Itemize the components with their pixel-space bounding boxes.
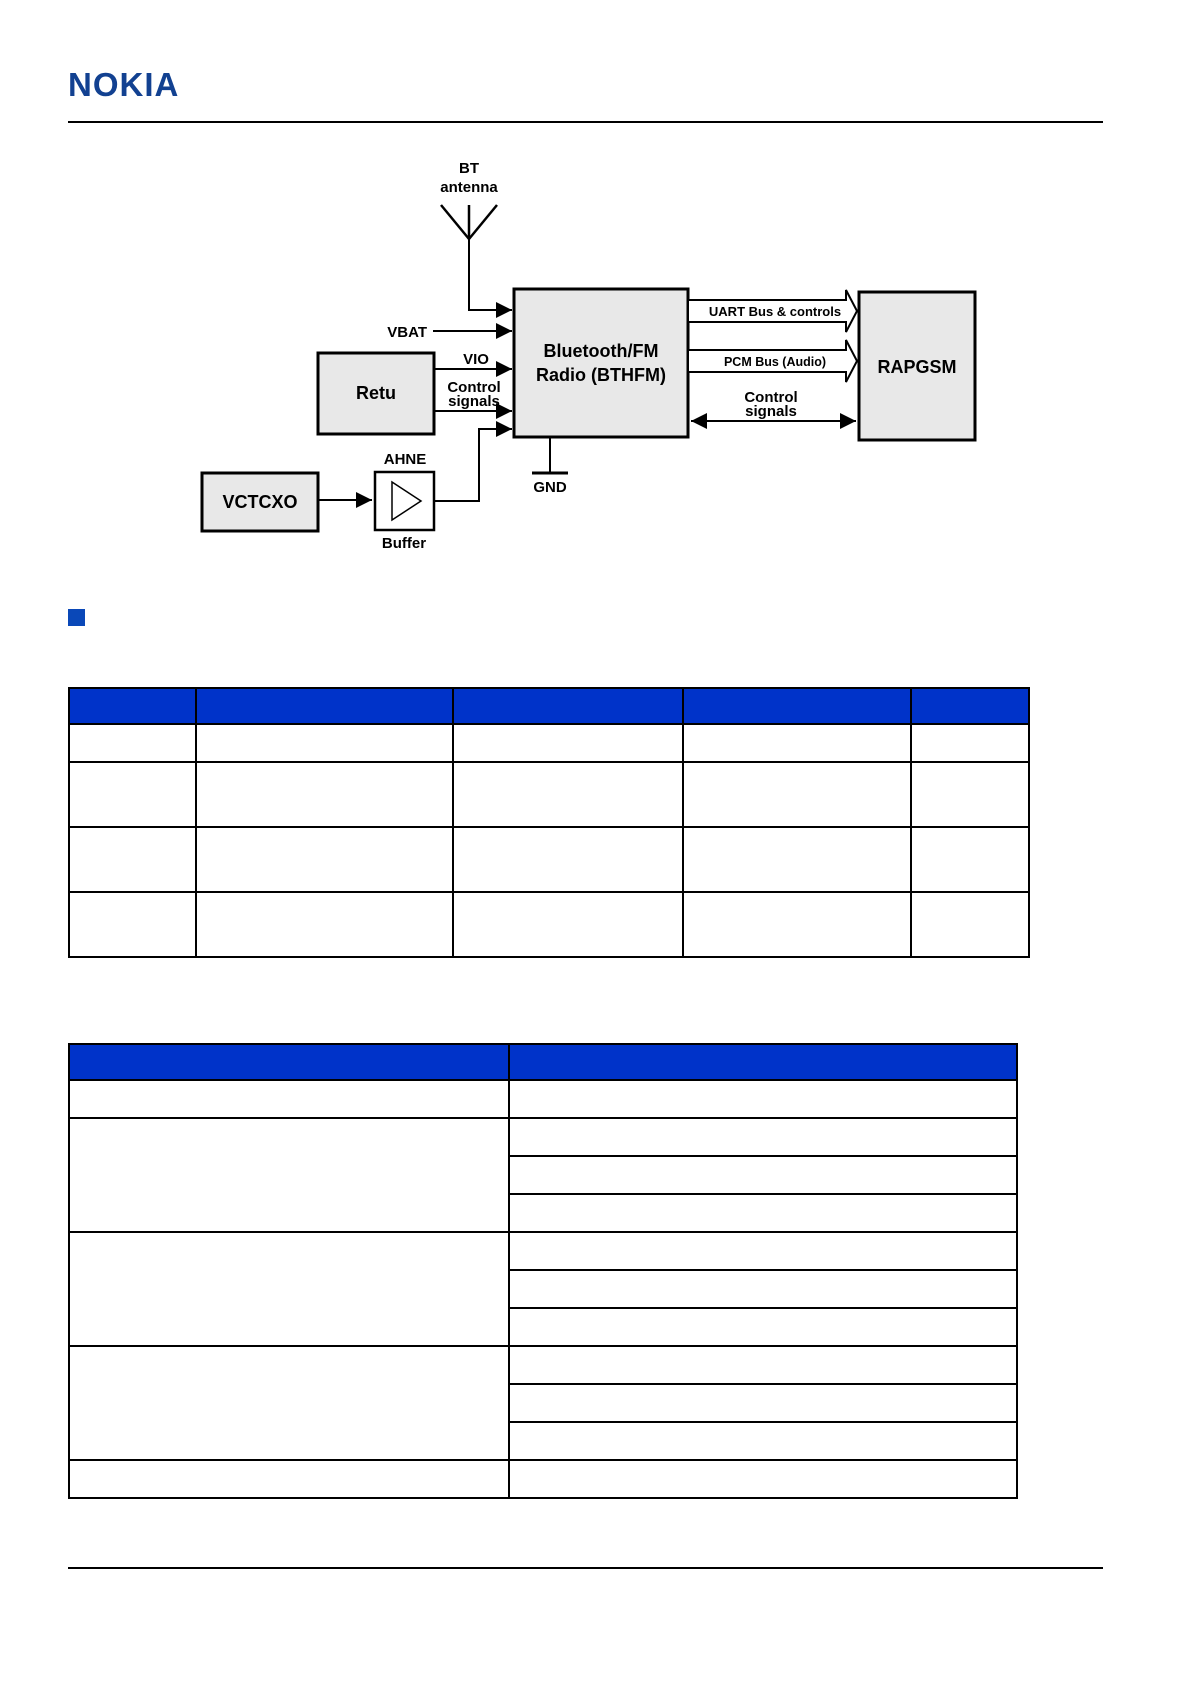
table-1-header-cell	[683, 688, 912, 724]
table-1	[68, 687, 1030, 958]
table-cell	[453, 762, 683, 827]
antenna-icon	[441, 205, 497, 239]
table-2-header-cell	[69, 1044, 509, 1080]
vio-label: VIO	[463, 351, 489, 368]
buffer-to-bthfm-arrow	[434, 429, 512, 501]
table-1-header-cell	[453, 688, 683, 724]
table-2-header-cell	[509, 1044, 1017, 1080]
table-row	[69, 1346, 1017, 1384]
table-row	[69, 892, 1029, 957]
buffer-label: Buffer	[381, 535, 427, 552]
antenna-label-1: BT	[459, 160, 479, 177]
antenna-feed-line	[469, 239, 512, 310]
table-cell	[196, 892, 453, 957]
table-cell	[509, 1194, 1017, 1232]
table-cell	[509, 1270, 1017, 1308]
bthfm-label-1: Bluetooth/FM	[543, 341, 659, 361]
table-cell	[509, 1308, 1017, 1346]
table-cell	[69, 762, 196, 827]
table-2-header-row	[69, 1044, 1017, 1080]
bthfm-label-2: Radio (BTHFM)	[536, 365, 666, 385]
retu-control-label-1: Control	[447, 379, 501, 396]
table-cell	[509, 1232, 1017, 1270]
table-1-header-cell	[911, 688, 1029, 724]
table-cell	[911, 762, 1029, 827]
table-cell	[196, 724, 453, 762]
rapgsm-label: RAPGSM	[877, 357, 957, 377]
rapgsm-control-label-1: Control	[744, 389, 798, 406]
table-cell	[911, 892, 1029, 957]
bthfm-block	[514, 289, 688, 437]
table-cell	[69, 827, 196, 892]
retu-control-label-2: signals	[448, 393, 500, 410]
table-1-header-cell	[196, 688, 453, 724]
table-row	[69, 1080, 1017, 1118]
table-cell	[683, 724, 912, 762]
table-cell	[69, 724, 196, 762]
table-1-header-cell	[69, 688, 196, 724]
table-cell	[69, 1232, 509, 1346]
table-cell	[683, 827, 912, 892]
rapgsm-control-label-2: signals	[745, 403, 797, 420]
bluetooth-block-diagram	[0, 150, 1191, 575]
table-row	[69, 1460, 1017, 1498]
table-cell	[911, 827, 1029, 892]
antenna-label-2: antenna	[440, 179, 498, 196]
table-cell	[683, 892, 912, 957]
vctcxo-label: VCTCXO	[222, 492, 298, 512]
pcm-label: PCM Bus (Audio)	[723, 355, 827, 369]
table-cell	[69, 1460, 509, 1498]
table-cell	[453, 892, 683, 957]
table-cell	[509, 1346, 1017, 1384]
table-cell	[69, 1080, 509, 1118]
gnd-label: GND	[533, 479, 567, 496]
table-cell	[911, 724, 1029, 762]
table-cell	[69, 1346, 509, 1460]
table-cell	[69, 1118, 509, 1232]
table-cell	[196, 827, 453, 892]
table-cell	[453, 724, 683, 762]
table-cell	[453, 827, 683, 892]
vbat-label: VBAT	[387, 324, 427, 341]
table-1-header-row	[69, 688, 1029, 724]
nokia-logo: NOKIA	[68, 66, 180, 103]
table-row	[69, 762, 1029, 827]
table-row	[69, 1118, 1017, 1156]
table-cell	[509, 1080, 1017, 1118]
footer-rule	[68, 1567, 1103, 1569]
section-bullet	[68, 609, 85, 626]
table-cell	[509, 1460, 1017, 1498]
table-cell	[69, 892, 196, 957]
table-cell	[509, 1156, 1017, 1194]
table-cell	[196, 762, 453, 827]
table-2	[68, 1043, 1018, 1499]
ahne-label: AHNE	[383, 451, 427, 468]
header-rule	[68, 121, 1103, 123]
table-cell	[509, 1118, 1017, 1156]
retu-label: Retu	[356, 383, 396, 403]
table-row	[69, 724, 1029, 762]
uart-label: UART Bus & controls	[708, 304, 842, 319]
table-row	[69, 1232, 1017, 1270]
table-row	[69, 827, 1029, 892]
table-cell	[683, 762, 912, 827]
table-cell	[509, 1422, 1017, 1460]
table-cell	[509, 1384, 1017, 1422]
